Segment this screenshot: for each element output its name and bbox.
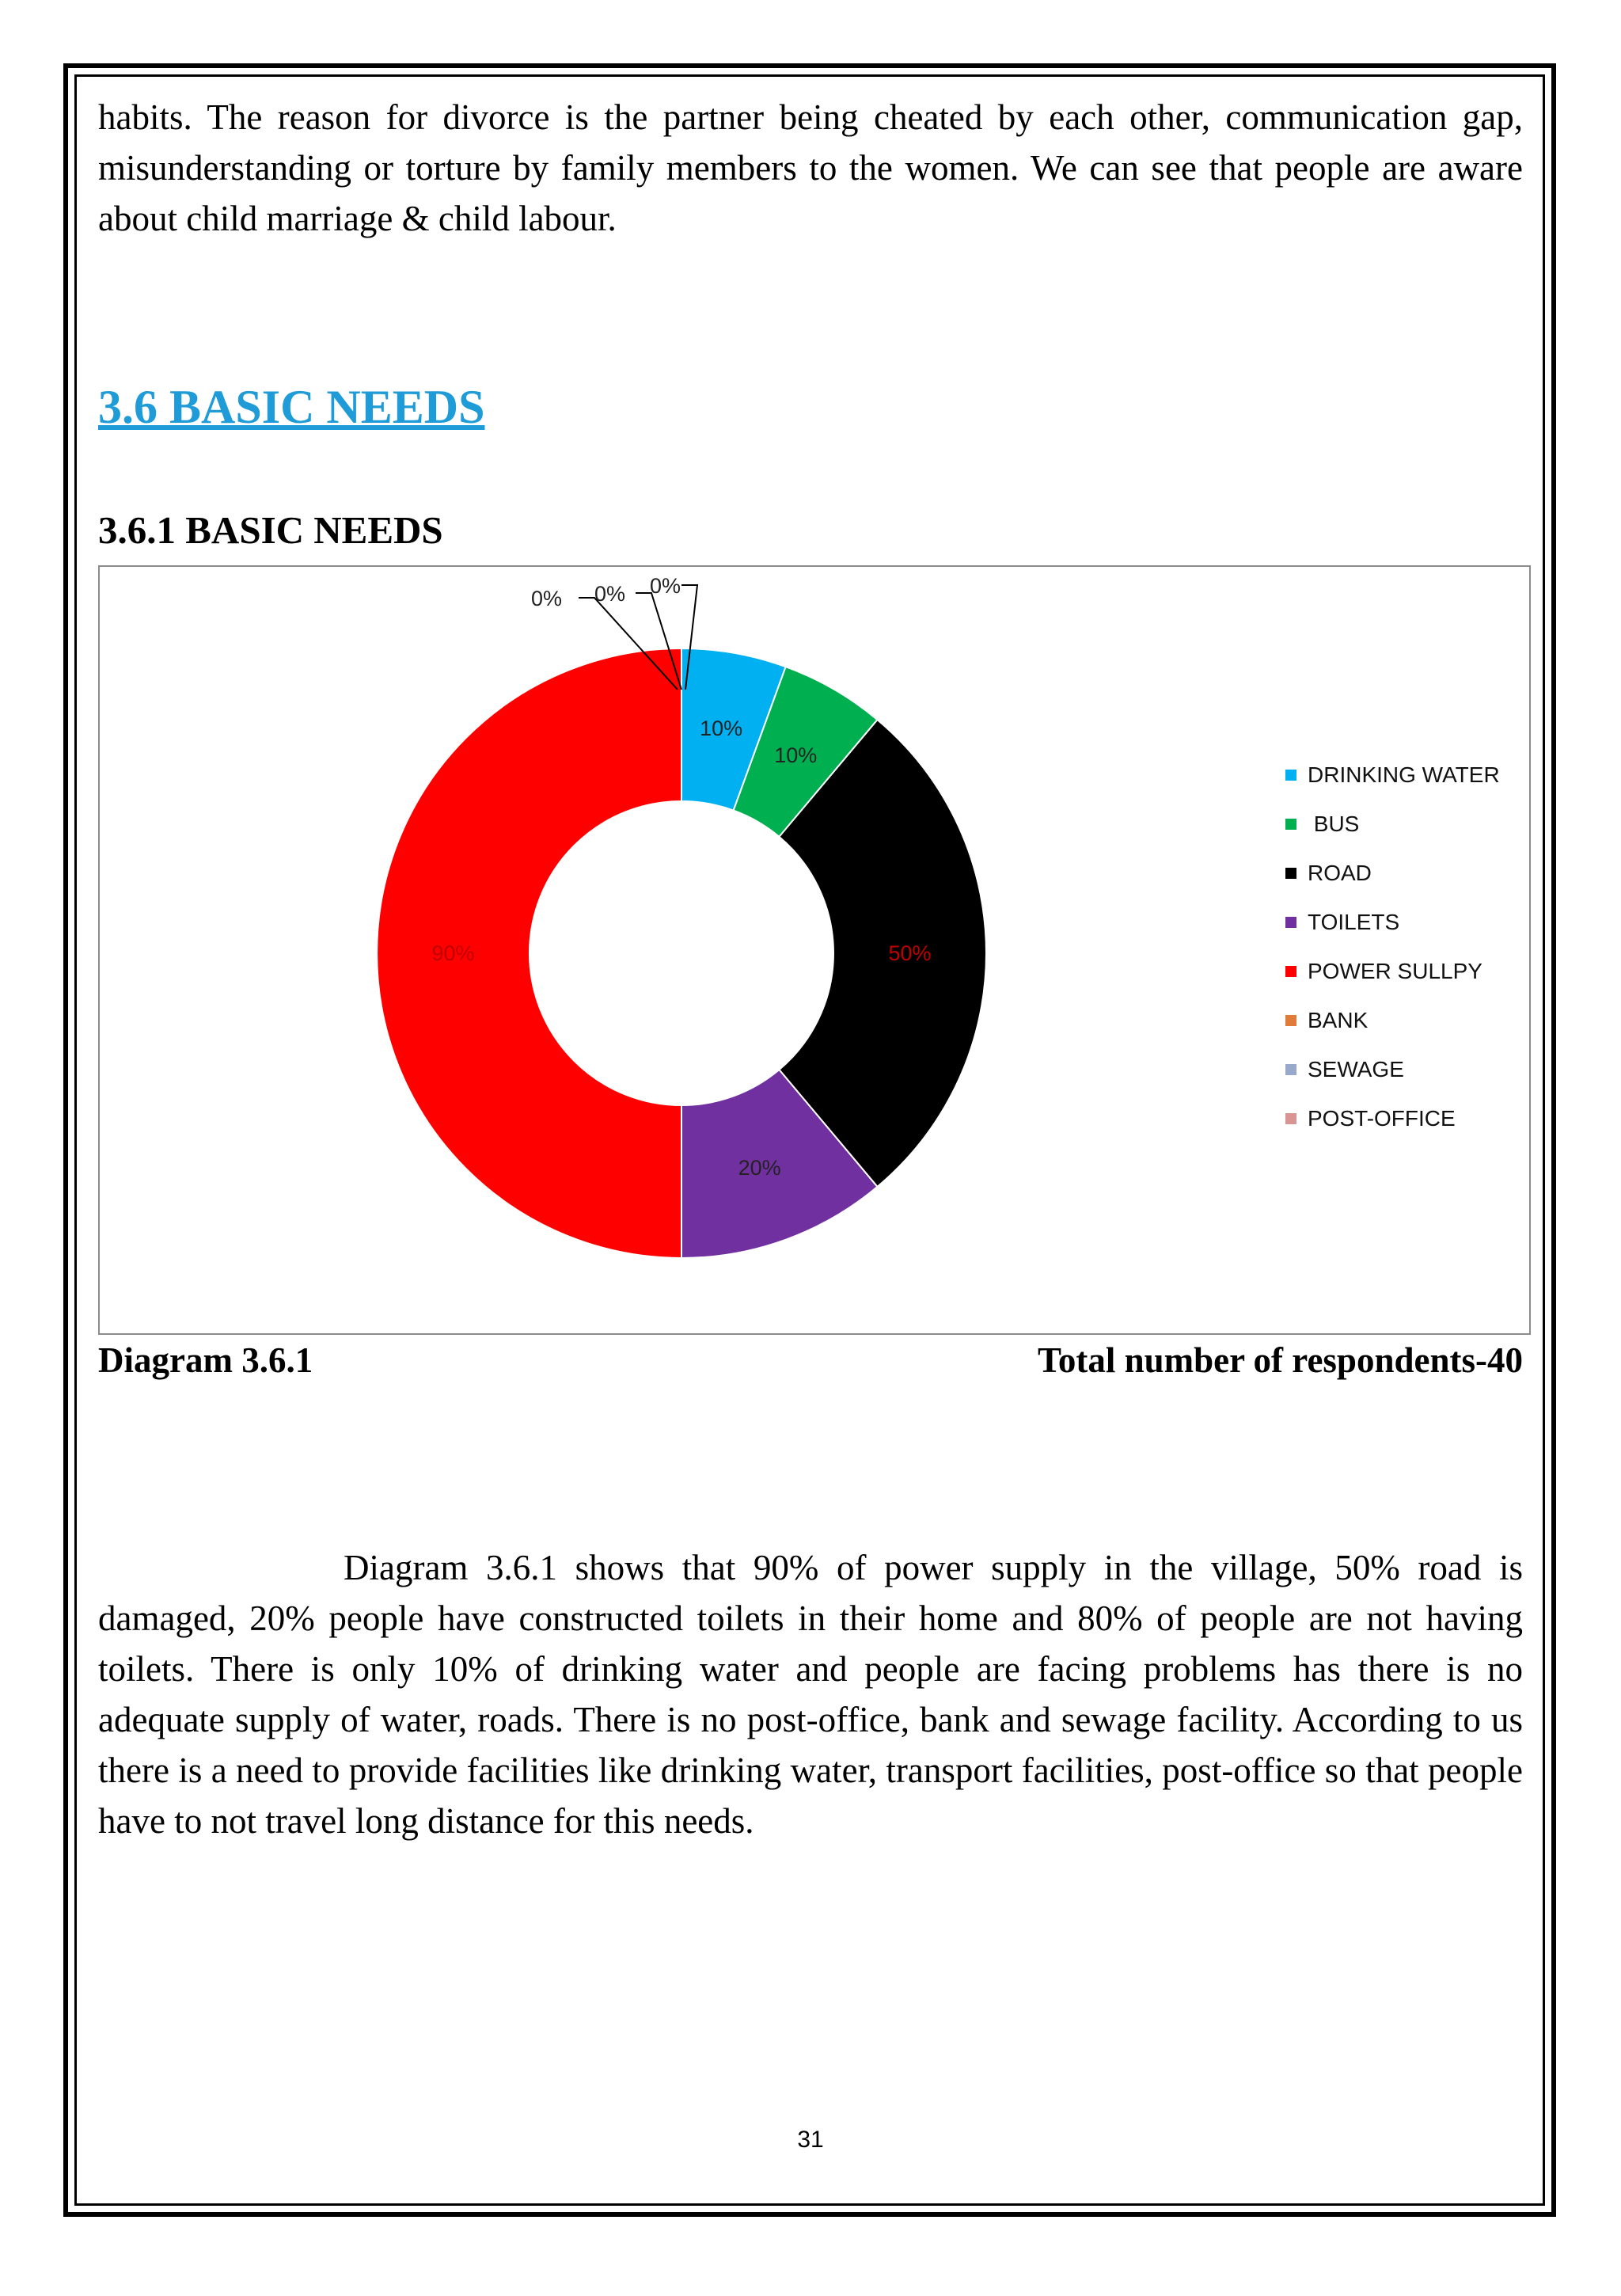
legend-swatch-power-sullpy xyxy=(1285,966,1296,977)
data-label-bus: 10% xyxy=(774,743,818,768)
legend-item-drinking-water xyxy=(1285,751,1500,800)
legend-swatch-toilets xyxy=(1285,917,1296,928)
legend-item-sewage xyxy=(1285,1045,1500,1094)
legend-item-road xyxy=(1285,849,1500,898)
legend-item-bus xyxy=(1285,800,1500,849)
legend-item-power-sullpy xyxy=(1285,947,1500,996)
legend-swatch-post-office xyxy=(1285,1113,1296,1124)
legend-label-drinking-water: DRINKING WATER xyxy=(1308,762,1500,787)
data-label-power-sullpy: 90% xyxy=(431,941,475,965)
legend-label-power-sullpy: POWER SULLPY xyxy=(1308,959,1482,983)
legend-label-road: ROAD xyxy=(1308,861,1372,885)
legend-label-bus: BUS xyxy=(1308,812,1360,836)
legend-label-bank: BANK xyxy=(1308,1008,1369,1032)
section-heading: 3.6 BASIC NEEDS xyxy=(98,381,485,433)
legend-label-post-office: POST-OFFICE xyxy=(1308,1106,1456,1131)
legend-item-post-office xyxy=(1285,1094,1500,1143)
legend-item-toilets xyxy=(1285,898,1500,947)
caption-row xyxy=(98,1340,1523,1387)
legend-item-bank xyxy=(1285,996,1500,1045)
data-label-post-office: 0% xyxy=(650,574,681,598)
description-text-block xyxy=(98,1542,1523,1846)
legend-label-toilets: TOILETS xyxy=(1308,910,1400,934)
chart-legend xyxy=(1285,751,1500,1143)
data-label-toilets: 20% xyxy=(738,1156,781,1180)
donut-chart-container xyxy=(98,565,1531,1335)
respondents-caption: Total number of respondents-40 xyxy=(1037,1340,1523,1380)
donut-slice-power-sullpy xyxy=(377,648,681,1258)
legend-swatch-bank xyxy=(1285,1015,1296,1026)
intro-paragraph: habits. The reason for divorce is the partner being cheated by each other, communication gap, misunderstanding or torture by family members to the women. We can see that people are aware about child marriage & child labour. xyxy=(98,97,1523,238)
intro-text-block xyxy=(98,92,1523,244)
legend-swatch-sewage xyxy=(1285,1064,1296,1075)
data-label-drinking-water: 10% xyxy=(700,716,743,740)
subsection-heading: 3.6.1 BASIC NEEDS xyxy=(98,508,443,552)
data-label-road: 50% xyxy=(888,941,932,965)
legend-swatch-drinking-water xyxy=(1285,770,1296,781)
data-label-bank: 0% xyxy=(531,587,563,610)
legend-swatch-road xyxy=(1285,868,1296,879)
legend-swatch-bus xyxy=(1285,819,1296,830)
data-label-sewage: 0% xyxy=(594,582,626,606)
legend-label-sewage: SEWAGE xyxy=(1308,1057,1404,1081)
description-paragraph: Diagram 3.6.1 shows that 90% of power supply in the village, 50% road is damaged, 20% people have constructed toilets in their home and 80% of people are not having toilets. There is only 10% of drinking water and people are facing problems has there is no adequate supply of water, roads. There is no post-office, bank and sewage facility. According to us there is a need to provide facilities like drinking water, transport facilities, post-office so that people have to not travel long distance for this needs. xyxy=(98,1548,1523,1841)
page-number: 31 xyxy=(797,2127,824,2153)
diagram-caption: Diagram 3.6.1 xyxy=(98,1340,313,1380)
